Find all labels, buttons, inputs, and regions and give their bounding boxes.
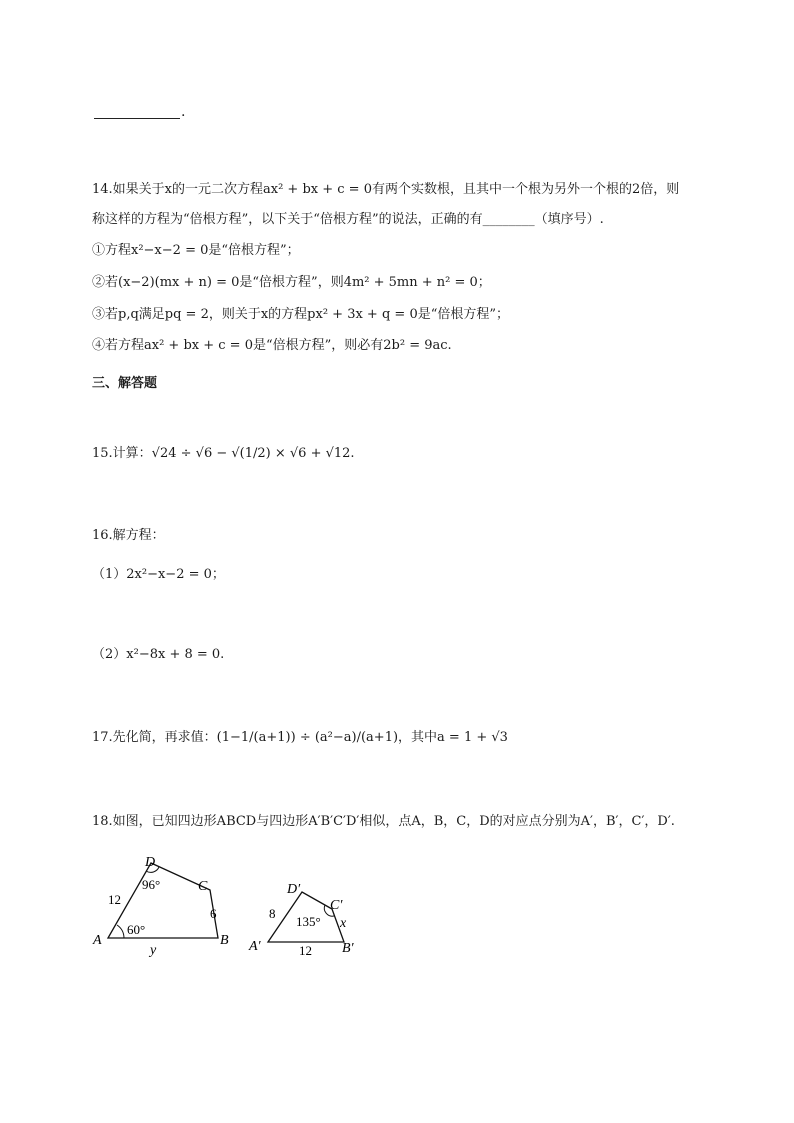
q14-item-1: ①方程x²−x−2 = 0是“倍根方程”； [92,243,300,258]
label-B: B [220,933,229,948]
blank-period: . [181,104,186,120]
side-AD-length: 12 [108,892,121,907]
q16-part1: （1）2x²−x−2 = 0； [92,567,225,582]
label-B1: B′ [342,941,354,956]
angle-arc-A [117,925,124,938]
side-B1C1-length: x [340,916,347,931]
section-heading-answers: 三、解答题 [92,376,158,391]
label-A1: A′ [249,939,261,954]
q17-text: 17.先化简，再求值：(1−1/(a+1)) ÷ (a²−a)/(a+1)，其中a = 1 + √3 [92,730,508,745]
label-A: A [93,933,102,948]
q14-item-2: ②若(x−2)(mx + n) = 0是“倍根方程”，则4m² + 5mn + n² = 0； [92,275,491,290]
q15-text: 15.计算：√24 ÷ √6 − √(1/2) × √6 + √12. [92,446,355,461]
answer-blank-q13 [94,118,180,119]
angle-C1-value: 135° [296,914,321,929]
side-A1B1-length: 12 [299,943,312,958]
quadrilateral-ABCD [108,863,218,938]
similar-quadrilaterals-figure [90,848,380,963]
q14-item-3: ③若p,q满足pq = 2，则关于x的方程px² + 3x + q = 0是“倍根方程”； [92,307,510,322]
side-BC-length: 6 [210,906,217,921]
q14-item-4: ④若方程ax² + bx + c = 0是“倍根方程”，则必有2b² = 9ac. [92,338,452,353]
label-D1: D′ [287,882,301,897]
q14-line1: 14.如果关于x的一元二次方程ax² + bx + c = 0有两个实数根，且其中一个根为另外一个根的2倍，则 [92,182,680,197]
q16-title: 16.解方程： [92,528,165,543]
angle-D-value: 96° [142,877,161,892]
label-D: D [145,855,156,870]
q14-line2: 称这样的方程为“倍根方程”，以下关于“倍根方程”的说法，正确的有________（填序号）. [92,212,604,227]
q18-text: 18.如图，已知四边形ABCD与四边形A′B′C′D′相似，点A，B，C，D的对应点分别为A′，B′，C′，D′. [92,814,675,829]
angle-A-value: 60° [127,922,146,937]
label-C1: C′ [330,898,343,913]
side-A1D1-length: 8 [269,906,276,921]
side-AB-length: y [150,943,157,958]
q16-part2: （2）x²−8x + 8 = 0. [92,647,225,662]
label-C: C [198,879,208,894]
